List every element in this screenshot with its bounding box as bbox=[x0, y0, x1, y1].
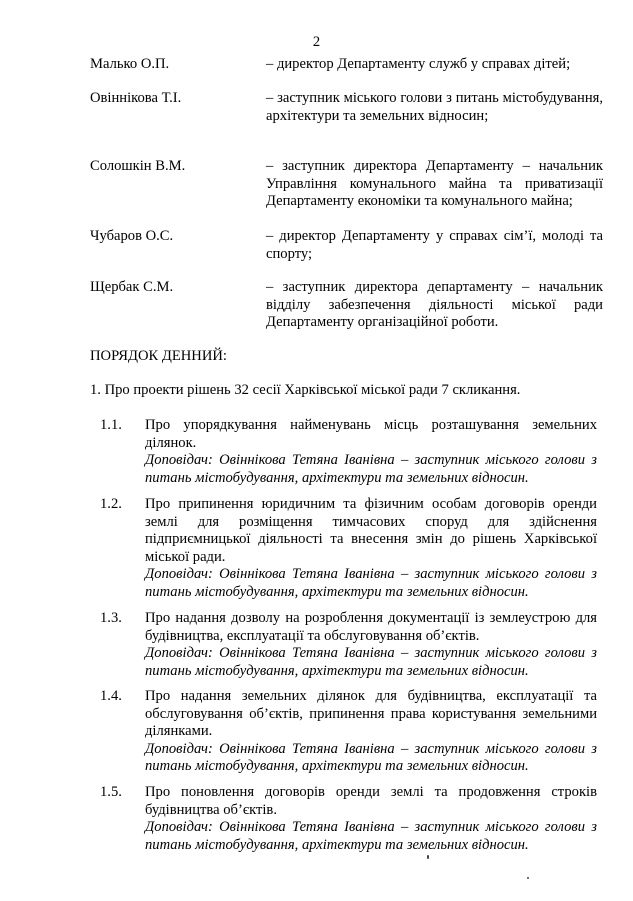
subitem-number: 1.5. bbox=[100, 784, 122, 800]
subitem-speaker: Доповідач: Овіннікова Тетяна Іванівна – заступник міського голови з питань містобудування, архітектури та земельних відносин. bbox=[145, 819, 597, 853]
subitem-number: 1.2. bbox=[100, 496, 122, 512]
scan-speck bbox=[427, 855, 429, 859]
subitem-title: Про припинення юридичним та фізичним особам договорів оренди землі для розміщення тимчасових споруд для здійснення підприємницької діяльності та внесення змін до рішень Харківської міської ради. bbox=[145, 496, 597, 565]
attendee-name: Малько О.П. bbox=[90, 56, 170, 72]
attendee-name: Овіннікова Т.І. bbox=[90, 90, 182, 106]
attendee-role: – заступник директора департаменту – начальник відділу забезпечення діяльності міської ради Департаменту організаційної роботи. bbox=[266, 279, 603, 330]
attendee-role: – заступник директора Департаменту – начальник Управління комунального майна та приватизації Департаменту економіки та комунального майна; bbox=[266, 158, 603, 209]
agenda-item: 1. Про проекти рішень 32 сесії Харківської міської ради 7 скликання. bbox=[90, 382, 521, 398]
page-number: 2 bbox=[312, 34, 321, 50]
subitem-title: Про надання земельних ділянок для будівництва, експлуатації та обслуговування об’єктів, припинення права користування земельними ділянками. bbox=[145, 688, 597, 739]
agenda-heading: ПОРЯДОК ДЕННИЙ: bbox=[90, 348, 227, 364]
subitem-speaker: Доповідач: Овіннікова Тетяна Іванівна – заступник міського голови з питань містобудування, архітектури та земельних відносин. bbox=[145, 740, 597, 774]
subitem-title: Про надання дозволу на розроблення документації із землеустрою для будівництва, експлуатації та обслуговування об’єктів. bbox=[145, 610, 597, 644]
subitem-title: Про поновлення договорів оренди землі та продовження строків будівництва об’єктів. bbox=[145, 784, 597, 818]
subitem-speaker: Доповідач: Овіннікова Тетяна Іванівна – заступник міського голови з питань містобудування, архітектури та земельних відносин. bbox=[145, 645, 597, 679]
subitem-number: 1.1. bbox=[100, 417, 122, 433]
subitem-number: 1.4. bbox=[100, 688, 122, 704]
attendee-role: – директор Департаменту у справах сім’ї, молоді та спорту; bbox=[266, 228, 603, 262]
subitem-speaker: Доповідач: Овіннікова Тетяна Іванівна – заступник міського голови з питань містобудування, архітектури та земельних відносин. bbox=[145, 452, 597, 486]
attendee-role: – заступник міського голови з питань містобудування, архітектури та земельних відносин; bbox=[266, 90, 603, 124]
attendee-name: Щербак С.М. bbox=[90, 279, 174, 295]
attendee-name: Солошкін В.М. bbox=[90, 158, 186, 174]
scan-speck bbox=[527, 877, 529, 879]
subitem-speaker: Доповідач: Овіннікова Тетяна Іванівна – заступник міського голови з питань містобудування, архітектури та земельних відносин. bbox=[145, 566, 597, 600]
subitem-number: 1.3. bbox=[100, 610, 122, 626]
subitem-title: Про упорядкування найменувань місць розташування земельних ділянок. bbox=[145, 417, 597, 451]
attendee-role: – директор Департаменту служб у справах дітей; bbox=[266, 56, 571, 72]
attendee-name: Чубаров О.С. bbox=[90, 228, 174, 244]
